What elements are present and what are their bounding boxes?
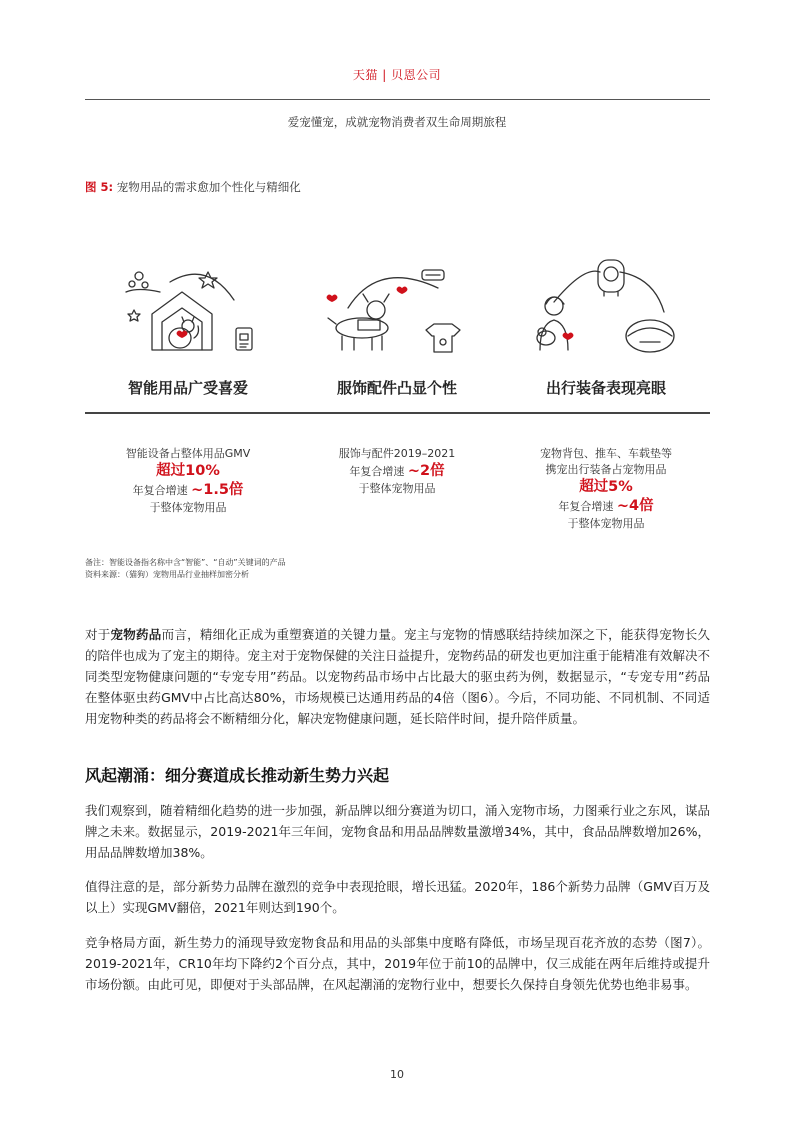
header-brand: 天猫 | 贝恩公司	[352, 68, 442, 82]
stat-line: 年复合增速 ~1.5倍	[132, 482, 244, 498]
column-heading-apparel: 服饰配件凸显个性	[336, 379, 457, 397]
stat-line: 智能设备占整体用品GMV	[125, 447, 251, 460]
column-heading-smart: 智能用品广受喜爱	[127, 379, 248, 397]
figure-title	[85, 179, 301, 195]
paragraph-competition: 竞争格局方面，新生势力的涌现导致宠物食品和用品的头部集中度略有降低，市场呈现百花齐放的态势（图7）。2019-2021年，CR10年均下降约2个百分点，其中，2019年位于前10的品牌中，仅三成能在两年后维持或提升市场份额。由此可见，即便对于头部品牌，在风起潮涌的宠物行业中，想要长久保持自身领先优势也绝非易事。	[85, 935, 710, 992]
figure-source: 资料来源：（猫狗）宠物用品行业抽样加密分析	[85, 570, 249, 579]
stat-line: 服饰与配件2019–2021	[338, 447, 456, 460]
stat-line: 于整体宠物用品	[567, 517, 645, 530]
stat-line: 于整体宠物用品	[149, 501, 227, 514]
column-body-apparel	[292, 446, 502, 497]
column-body-travel	[501, 446, 711, 532]
stat-highlight: ~4倍	[616, 498, 654, 514]
smart-pet-home-icon	[112, 258, 272, 358]
header-subtitle: 爱宠懂宠，成就宠物消费者双生命周期旅程	[287, 115, 507, 129]
stat-line: 年复合增速 ~4倍	[558, 498, 654, 514]
column-body-smart	[83, 446, 293, 516]
stat-highlight: 超过10%	[156, 463, 220, 479]
pet-travel-icon	[524, 258, 684, 358]
figure-caption: 宠物用品的需求愈加个性化与精细化	[116, 180, 301, 194]
stat-highlight: ~2倍	[407, 463, 445, 479]
header-divider	[85, 99, 710, 100]
figure-note: 备注：智能设备指名称中含“智能”、“自动”关键词的产品	[85, 558, 286, 567]
pet-apparel-icon	[318, 258, 478, 358]
page-number: 10	[390, 1068, 404, 1081]
stat-highlight: 超过5%	[579, 479, 633, 495]
paragraph-growth: 值得注意的是，部分新势力品牌在激烈的竞争中表现抢眼，增长迅猛。2020年，186个新势力品牌（GMV百万及以上）实现GMV翻倍，2021年则达到190个。	[85, 879, 710, 915]
paragraph-pet-medicine: 对于宠物药品而言，精细化正成为重塑赛道的关键力量。宠主与宠物的情感联结持续加深之下，能获得宠物长久的陪伴也成为了宠主的期待。宠主对于宠物保健的关注日益提升，宠物药品的研发也更加注重于能精准有效解决不同类型宠物健康问题的“专宠专用”药品。以宠物药品市场中占比最大的驱虫药为例，数据显示，“专宠专用”药品在整体驱虫药GMV中占比高达80%，市场规模已达通用药品的4倍（图6）。今后，不同功能、不同机制、不同适用宠物种类的药品将会不断精细分化，解决宠物健康问题，延长陪伴时间，提升陪伴质量。	[85, 627, 711, 726]
stat-line: 年复合增速 ~2倍	[349, 463, 445, 479]
section-heading: 风起潮涌：细分赛道成长推动新生势力兴起	[85, 766, 390, 785]
stat-line: 于整体宠物用品	[358, 482, 436, 495]
figure-divider	[85, 412, 710, 414]
stat-line: 携宠出行装备占宠物用品	[545, 463, 667, 476]
paragraph-new-brands: 我们观察到，随着精细化趋势的进一步加强，新品牌以细分赛道为切口，涌入宠物市场，力图乘行业之东风，谋品牌之未来。数据显示，2019-2021年三年间，宠物食品和用品品牌数量激增34%，其中，食品品牌数增加26%，用品品牌数增加38%。	[85, 803, 711, 860]
figure-number: 图 5:	[85, 180, 114, 194]
stat-line: 宠物背包、推车、车载垫等	[540, 447, 672, 460]
stat-highlight: ~1.5倍	[191, 482, 244, 498]
column-heading-travel: 出行装备表现亮眼	[545, 379, 666, 397]
